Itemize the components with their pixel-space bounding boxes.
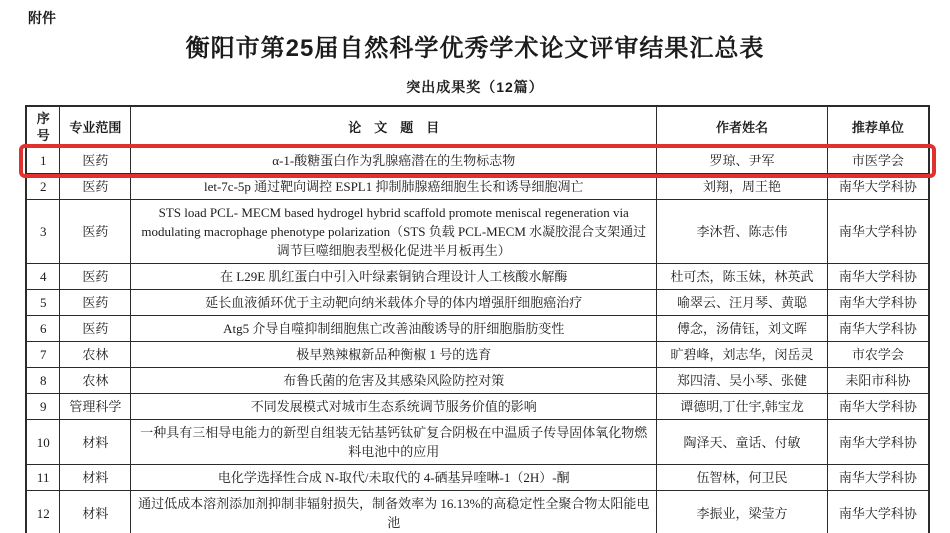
cell-index: 3 [26,200,60,264]
cell-paper-title: 不同发展模式对城市生态系统调节服务价值的影响 [131,394,657,420]
cell-index: 2 [26,174,60,200]
cell-recommender: 南华大学科协 [827,420,929,465]
table-row [26,200,929,264]
cell-recommender: 南华大学科协 [827,174,929,200]
table-body [26,148,929,533]
cell-paper-title: 布鲁氏菌的危害及其感染风险防控对策 [131,368,657,394]
cell-field: 医药 [60,316,131,342]
cell-authors: 傅念，汤倩钰，刘文晖 [657,316,828,342]
cell-paper-title: 极早熟辣椒新品种衡椒 1 号的选育 [131,342,657,368]
cell-index: 1 [26,148,60,174]
cell-recommender: 南华大学科协 [827,465,929,491]
cell-paper-title: 一种具有三相导电能力的新型自组装无钴基钙钛矿复合阴极在中温质子传导固体氧化物燃料电池中的应用 [131,420,657,465]
cell-recommender: 南华大学科协 [827,491,929,533]
cell-recommender: 南华大学科协 [827,200,929,264]
cell-paper-title: 在 L29E 肌红蛋白中引入叶绿素铜钠合理设计人工核酸水解酶 [131,264,657,290]
header-recommender: 推荐单位 [827,106,929,148]
cell-index: 7 [26,342,60,368]
cell-field: 医药 [60,148,131,174]
table-header-row [26,106,929,148]
results-table [25,105,930,533]
cell-recommender: 耒阳市科协 [827,368,929,394]
cell-paper-title: 通过低成本溶剂添加剂抑制非辐射损失，制备效率为 16.13%的高稳定性全聚合物太阳能电池 [131,491,657,533]
cell-index: 9 [26,394,60,420]
table-row [26,290,929,316]
cell-authors: 罗琼、尹军 [657,148,828,174]
cell-field: 材料 [60,491,131,533]
cell-field: 农林 [60,342,131,368]
header-paper-title: 论 文 题 目 [131,106,657,148]
cell-authors: 李振业，梁莹方 [657,491,828,533]
cell-authors: 谭德明,丁仕宇,韩宝龙 [657,394,828,420]
award-category-subtitle: 突出成果奖（12篇） [406,79,544,95]
cell-recommender: 南华大学科协 [827,264,929,290]
cell-field: 农林 [60,368,131,394]
cell-paper-title: STS load PCL- MECM based hydrogel hybrid scaffold promote meniscal regeneration via modulating macrophage phenotype polarization（STS 负载 PCL-MECM 水凝胶混合支架通过调节巨噬细胞表型极化促进半月板再生） [131,200,657,264]
cell-recommender: 市医学会 [827,148,929,174]
cell-authors: 杜可杰，陈玉妹，林英武 [657,264,828,290]
cell-paper-title: let-7c-5p 通过靶向调控 ESPL1 抑制肺腺癌细胞生长和诱导细胞凋亡 [131,174,657,200]
cell-authors: 李沐哲、陈志伟 [657,200,828,264]
table-row [26,491,929,533]
cell-authors: 旷碧峰，刘志华，闵岳灵 [657,342,828,368]
cell-field: 医药 [60,264,131,290]
cell-field: 医药 [60,290,131,316]
cell-index: 11 [26,465,60,491]
cell-field: 材料 [60,420,131,465]
table-row [26,174,929,200]
cell-field: 医药 [60,200,131,264]
cell-recommender: 南华大学科协 [827,316,929,342]
cell-index: 12 [26,491,60,533]
cell-authors: 喻翠云、汪月琴、黄聪 [657,290,828,316]
cell-index: 6 [26,316,60,342]
table-row [26,465,929,491]
cell-recommender: 南华大学科协 [827,394,929,420]
cell-paper-title: 电化学选择性合成 N-取代/未取代的 4-硒基异喹啉-1（2H）-酮 [131,465,657,491]
cell-index: 5 [26,290,60,316]
header-field: 专业范围 [60,106,131,148]
attachment-label: 附件 [28,10,56,26]
table-row [26,148,929,174]
cell-paper-title: Atg5 介导自噬抑制细胞焦亡改善油酸诱导的肝细胞脂肪变性 [131,316,657,342]
results-table-container [25,105,930,533]
table-row [26,264,929,290]
cell-index: 4 [26,264,60,290]
cell-index: 10 [26,420,60,465]
cell-authors: 郑四清、吴小琴、张健 [657,368,828,394]
header-authors: 作者姓名 [657,106,828,148]
table-row [26,316,929,342]
cell-paper-title: α-1-酸糖蛋白作为乳腺癌潜在的生物标志物 [131,148,657,174]
cell-recommender: 南华大学科协 [827,290,929,316]
table-row [26,342,929,368]
header-index: 序号 [26,106,60,148]
cell-authors: 刘翔，周王艳 [657,174,828,200]
cell-index: 8 [26,368,60,394]
page-title: 衡阳市第25届自然科学优秀学术论文评审结果汇总表 [185,35,765,62]
table-row [26,368,929,394]
table-row [26,394,929,420]
cell-field: 管理科学 [60,394,131,420]
cell-authors: 伍智林，何卫民 [657,465,828,491]
cell-authors: 陶泽天、童话、付敏 [657,420,828,465]
cell-field: 医药 [60,174,131,200]
cell-field: 材料 [60,465,131,491]
cell-recommender: 市农学会 [827,342,929,368]
table-row [26,420,929,465]
cell-paper-title: 延长血液循环优于主动靶向纳米载体介导的体内增强肝细胞癌治疗 [131,290,657,316]
